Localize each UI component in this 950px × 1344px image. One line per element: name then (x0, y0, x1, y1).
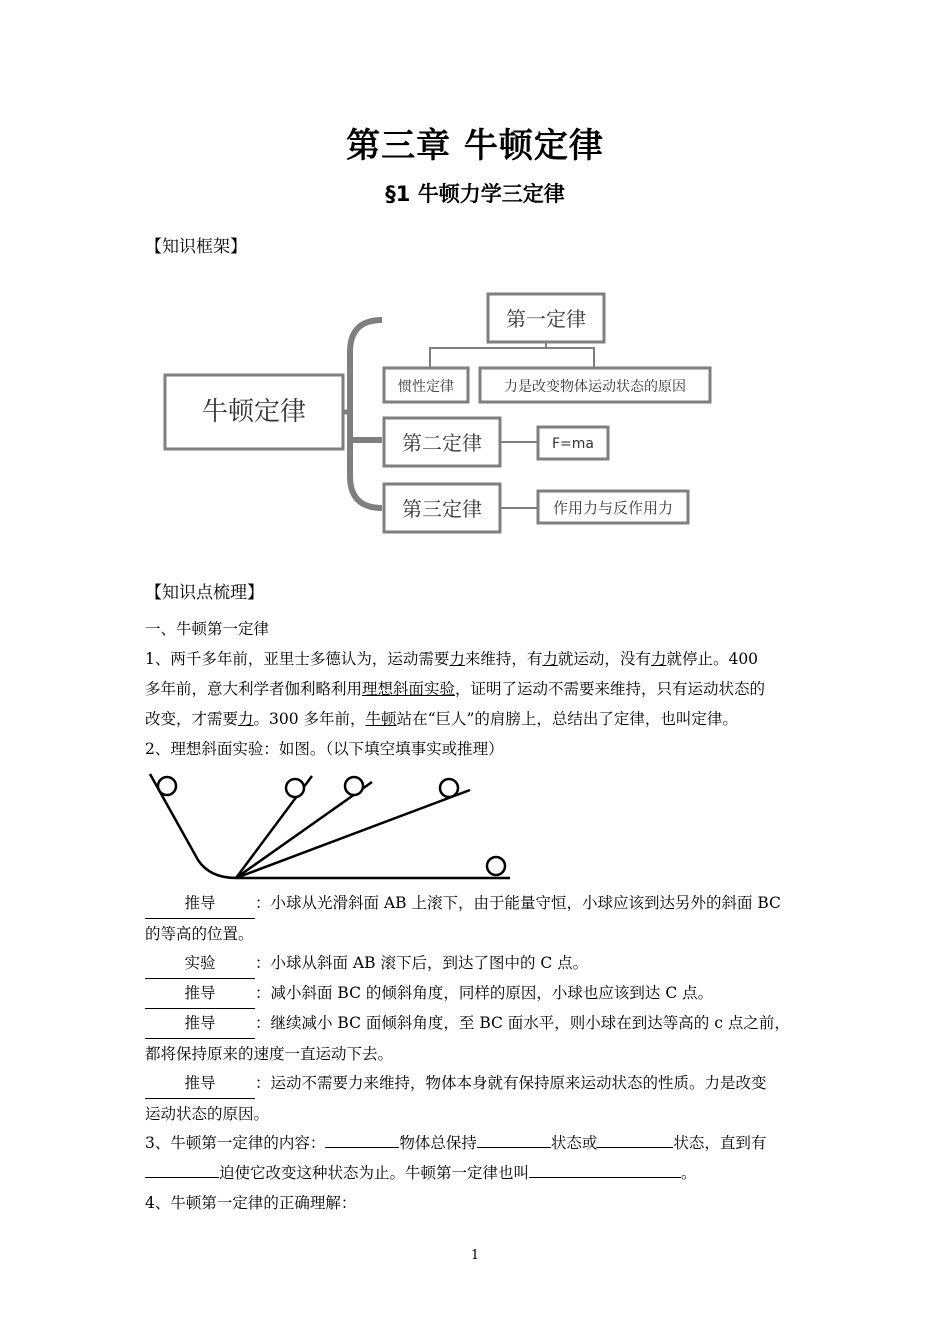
blank-4[interactable] (145, 1159, 219, 1178)
law1-label: 第一定律 (506, 307, 586, 331)
step-2: 实验 ：小球从斜面 AB 滚下后，到达了图中的 C 点。 (145, 948, 813, 979)
blank-3[interactable] (597, 1129, 673, 1148)
page-number: 1 (470, 1248, 480, 1263)
ball-start (158, 777, 176, 795)
points-heading: 【知识点梳理】 (145, 583, 264, 603)
law1-sub2-label: 力是改变物体运动状态的原因 (504, 379, 686, 395)
law2-label: 第二定律 (402, 431, 482, 455)
law1-sub1-label: 惯性定律 (398, 379, 454, 395)
paragraph-3: 3、牛顿第一定律的内容： 物体总保持 状态或 状态，直到有 迫使它改变这种状态为止。牛顿第一定律也叫 。 (145, 1128, 813, 1188)
blank-5[interactable] (529, 1159, 681, 1178)
blank-2[interactable] (477, 1129, 551, 1148)
root-label: 牛顿定律 (201, 397, 307, 427)
paragraph-1: 1、两千多年前，亚里士多德认为，运动需要力来维持，有力就运动，没有力就停止。400 多年前，意大利学者伽利略利用理想斜面实验，证明了运动不需要来维持，只有运动状态的 改变，才需要力。300 多年前，牛顿站在“巨人”的肩膀上，总结出了定律，也叫定律。 (145, 650, 766, 728)
step-tag: 推导 (145, 888, 255, 919)
step-3: 推导 ：减小斜面 BC 的倾斜角度，同样的原因，小球也应该到达 C 点。 (145, 978, 813, 1009)
framework-diagram (160, 288, 720, 538)
ball-2 (345, 777, 363, 795)
bracket (350, 320, 382, 508)
ball-4 (487, 857, 505, 875)
step-5: 推导 ：运动不需要力来维持，物体本身就有保持原来运动状态的性质。力是改变 运动状态的原因。 (145, 1068, 813, 1129)
blank-1[interactable] (325, 1129, 399, 1148)
step-1: 推导 ：小球从光滑斜面 AB 上滚下，由于能量守恒，小球应该到达另外的斜面 BC 的等高的位置。 (145, 888, 813, 949)
ball-1 (286, 779, 304, 797)
paragraph-4: 4、牛顿第一定律的正确理解： (145, 1194, 357, 1212)
slope-3 (236, 790, 470, 878)
step-tag: 推导 (145, 978, 255, 1009)
law2-sub-label: F=ma (552, 436, 594, 452)
law3-label: 第三定律 (402, 497, 482, 521)
step-tag: 推导 (145, 1008, 255, 1039)
paragraph-2: 2、理想斜面实验：如图。（以下填空填事实或推理） (145, 740, 504, 758)
step-4: 推导 ：继续减小 BC 面倾斜角度，至 BC 面水平，则小球在到达等高的 c 点之前， 都将保持原来的速度一直运动下去。 (145, 1008, 813, 1069)
step-tag: 实验 (145, 948, 255, 979)
framework-heading: 【知识框架】 (145, 237, 247, 257)
slope-2 (236, 782, 372, 878)
law3-sub-label: 作用力与反作用力 (552, 499, 674, 517)
chapter-title: 第三章 牛顿定律 (346, 126, 604, 166)
section-title: §1 牛顿力学三定律 (385, 182, 565, 206)
inclined-plane-figure (140, 768, 520, 883)
step-tag: 推导 (145, 1068, 255, 1099)
part1-heading: 一、牛顿第一定律 (145, 620, 270, 638)
ball-3 (440, 779, 458, 797)
